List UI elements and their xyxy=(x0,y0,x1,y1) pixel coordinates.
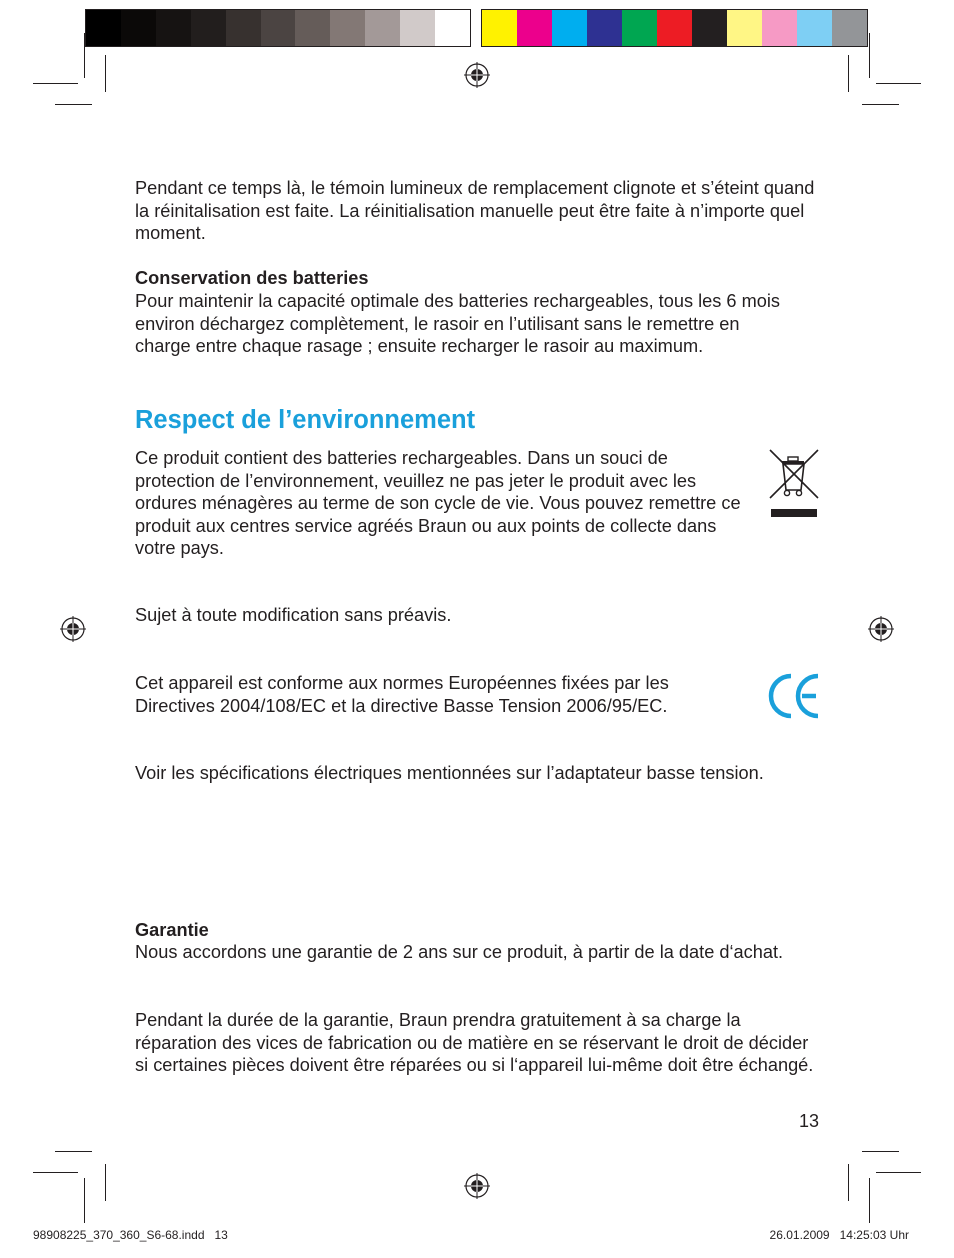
crop-mark-top-left-h2 xyxy=(55,104,92,105)
crop-mark-top-right-v2 xyxy=(848,55,849,92)
specs-text: Voir les spécifications électriques mentionnées sur l’adaptateur basse tension. xyxy=(135,763,764,783)
crop-mark-top-right-v xyxy=(869,33,870,78)
crop-mark-bottom-right-v xyxy=(869,1178,870,1223)
conformity-text: Cet appareil est conforme aux normes Européennes fixées par les Directives 2004/108/EC et la directive Basse Tension 2006/95/EC. xyxy=(135,673,669,716)
registration-mark-icon xyxy=(60,616,86,642)
crop-mark-top-left-v2 xyxy=(105,55,106,92)
crop-mark-bottom-right-v2 xyxy=(848,1164,849,1201)
warranty-body: Nous accordons une garantie de 2 ans sur ce produit, à partir de la date d‘achat. xyxy=(135,942,784,962)
crop-mark-bottom-left-v2 xyxy=(105,1164,106,1201)
environment-heading: Respect de l’environnement xyxy=(135,406,476,434)
crop-mark-bottom-right-h xyxy=(876,1172,921,1173)
registration-mark-icon xyxy=(868,616,894,642)
environment-body: Ce produit contient des batteries rechargeables. Dans un souci de protection de l’environnement, veuillez ne pas jeter le produit avec les ordures ménagères au terme de son cycle de vie. Vous pouvez remettre ce produit aux centres service agréés Braun ou aux points de collecte dans votre pays. xyxy=(135,448,741,558)
crop-mark-bottom-left-h2 xyxy=(55,1151,92,1152)
notice-text: Sujet à toute modification sans préavis. xyxy=(135,605,452,625)
footer-timestamp: 26.01.2009 14:25:03 Uhr xyxy=(769,1228,909,1242)
crop-mark-bottom-right-h2 xyxy=(862,1151,899,1152)
crop-mark-bottom-left-v xyxy=(84,1178,85,1223)
battery-title: Conservation des batteries xyxy=(135,268,369,288)
gray-bar-border xyxy=(85,9,471,47)
paragraph-reset: Pendant ce temps là, le témoin lumineux de remplacement clignote et s’éteint quand la réinitalisation est faite. La réinitialisation manuelle peut être faite à n’importe quel moment. xyxy=(135,178,815,243)
ce-mark-icon xyxy=(768,672,822,720)
page-number: 13 xyxy=(798,1111,819,1131)
warranty-title: Garantie xyxy=(135,920,209,940)
crop-mark-top-left-v xyxy=(84,33,85,78)
crop-mark-top-right-h xyxy=(876,83,921,84)
registration-mark-icon xyxy=(464,1173,490,1199)
color-bar-border xyxy=(481,9,868,47)
crossed-out-wheelie-bin-icon xyxy=(768,448,820,520)
footer-file-info: 98908225_370_360_S6-68.indd 13 xyxy=(33,1228,228,1242)
crop-mark-top-left-h xyxy=(33,83,78,84)
warranty-repair-text: Pendant la durée de la garantie, Braun prendra gratuitement à sa charge la réparation des vices de fabrication ou de matière en se réservant le droit de décider si certaines pièces doivent être réparées ou si l‘appareil lui-même doit être échangé. xyxy=(135,1010,814,1075)
crop-mark-bottom-left-h xyxy=(33,1172,78,1173)
battery-body: Pour maintenir la capacité optimale des batteries rechargeables, tous les 6 mois environ déchargez complètement, le rasoir en l’utilisant sans le remettre en charge entre chaque rasage ; ensuite recharger le rasoir au maximum. xyxy=(135,291,780,356)
registration-mark-icon xyxy=(464,62,490,88)
crop-mark-top-right-h2 xyxy=(862,104,899,105)
